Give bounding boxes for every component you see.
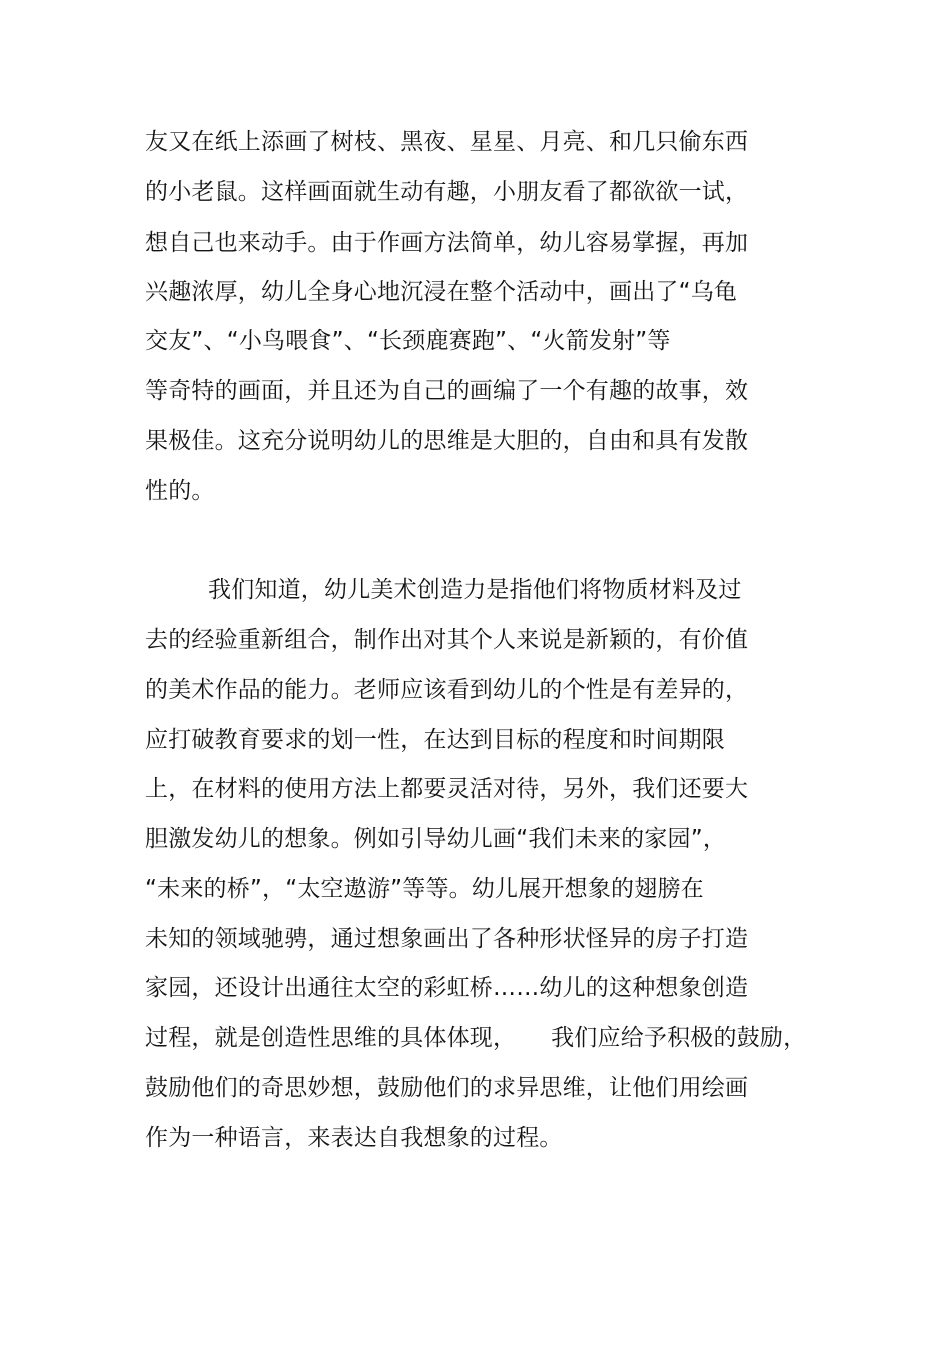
paragraph-line: 友又在纸上添画了树枝、黑夜、星星、月亮、和几只偷东西: [145, 129, 749, 155]
paragraph-line: 上，在材料的使用方法上都要灵活对待，另外，我们还要大: [145, 776, 749, 802]
paragraph-line: 我们知道，幼儿美术创造力是指他们将物质材料及过: [208, 577, 742, 603]
paragraph-line: 作为一种语言，来表达自我想象的过程。: [145, 1125, 563, 1151]
paragraph-line: 鼓励他们的奇思妙想，鼓励他们的求异思维，让他们用绘画: [145, 1075, 749, 1101]
paragraph-line: 过程，就是创造性思维的具体体现， 我们应给予积极的鼓励，: [145, 1025, 807, 1051]
paragraph-line: 应打破教育要求的划一性，在达到目标的程度和时间期限: [145, 727, 725, 753]
paragraph-line: 性的。: [145, 478, 215, 504]
paragraph-line: 的小老鼠。这样画面就生动有趣，小朋友看了都欲欲一试，: [145, 179, 749, 205]
paragraph-line: 的美术作品的能力。老师应该看到幼儿的个性是有差异的，: [145, 677, 749, 703]
paragraph-line: 兴趣浓厚，幼儿全身心地沉浸在整个活动中，画出了“乌龟: [145, 279, 738, 305]
paragraph-line: 未知的领域驰骋，通过想象画出了各种形状怪异的房子打造: [145, 926, 749, 952]
paragraph-line: 想自己也来动手。由于作画方法简单，幼儿容易掌握，再加: [145, 230, 749, 256]
paragraph-line: 家园，还设计出通往太空的彩虹桥……幼儿的这种想象创造: [145, 975, 749, 1001]
paragraph-line: 胆激发幼儿的想象。例如引导幼儿画“我们未来的家园”，: [145, 826, 727, 852]
paragraph-line: 果极佳。这充分说明幼儿的思维是大胆的，自由和具有发散: [145, 428, 749, 454]
paragraph-line: “未来的桥”，“太空遨游”等等。幼儿展开想象的翅膀在: [145, 876, 704, 902]
paragraph-line: 交友”、“小鸟喂食”、“长颈鹿赛跑”、“火箭发射”等: [145, 328, 671, 354]
paragraph-line: 去的经验重新组合，制作出对其个人来说是新颖的，有价值: [145, 627, 749, 653]
paragraph-line: 等奇特的画面，并且还为自己的画编了一个有趣的故事，效: [145, 378, 749, 404]
